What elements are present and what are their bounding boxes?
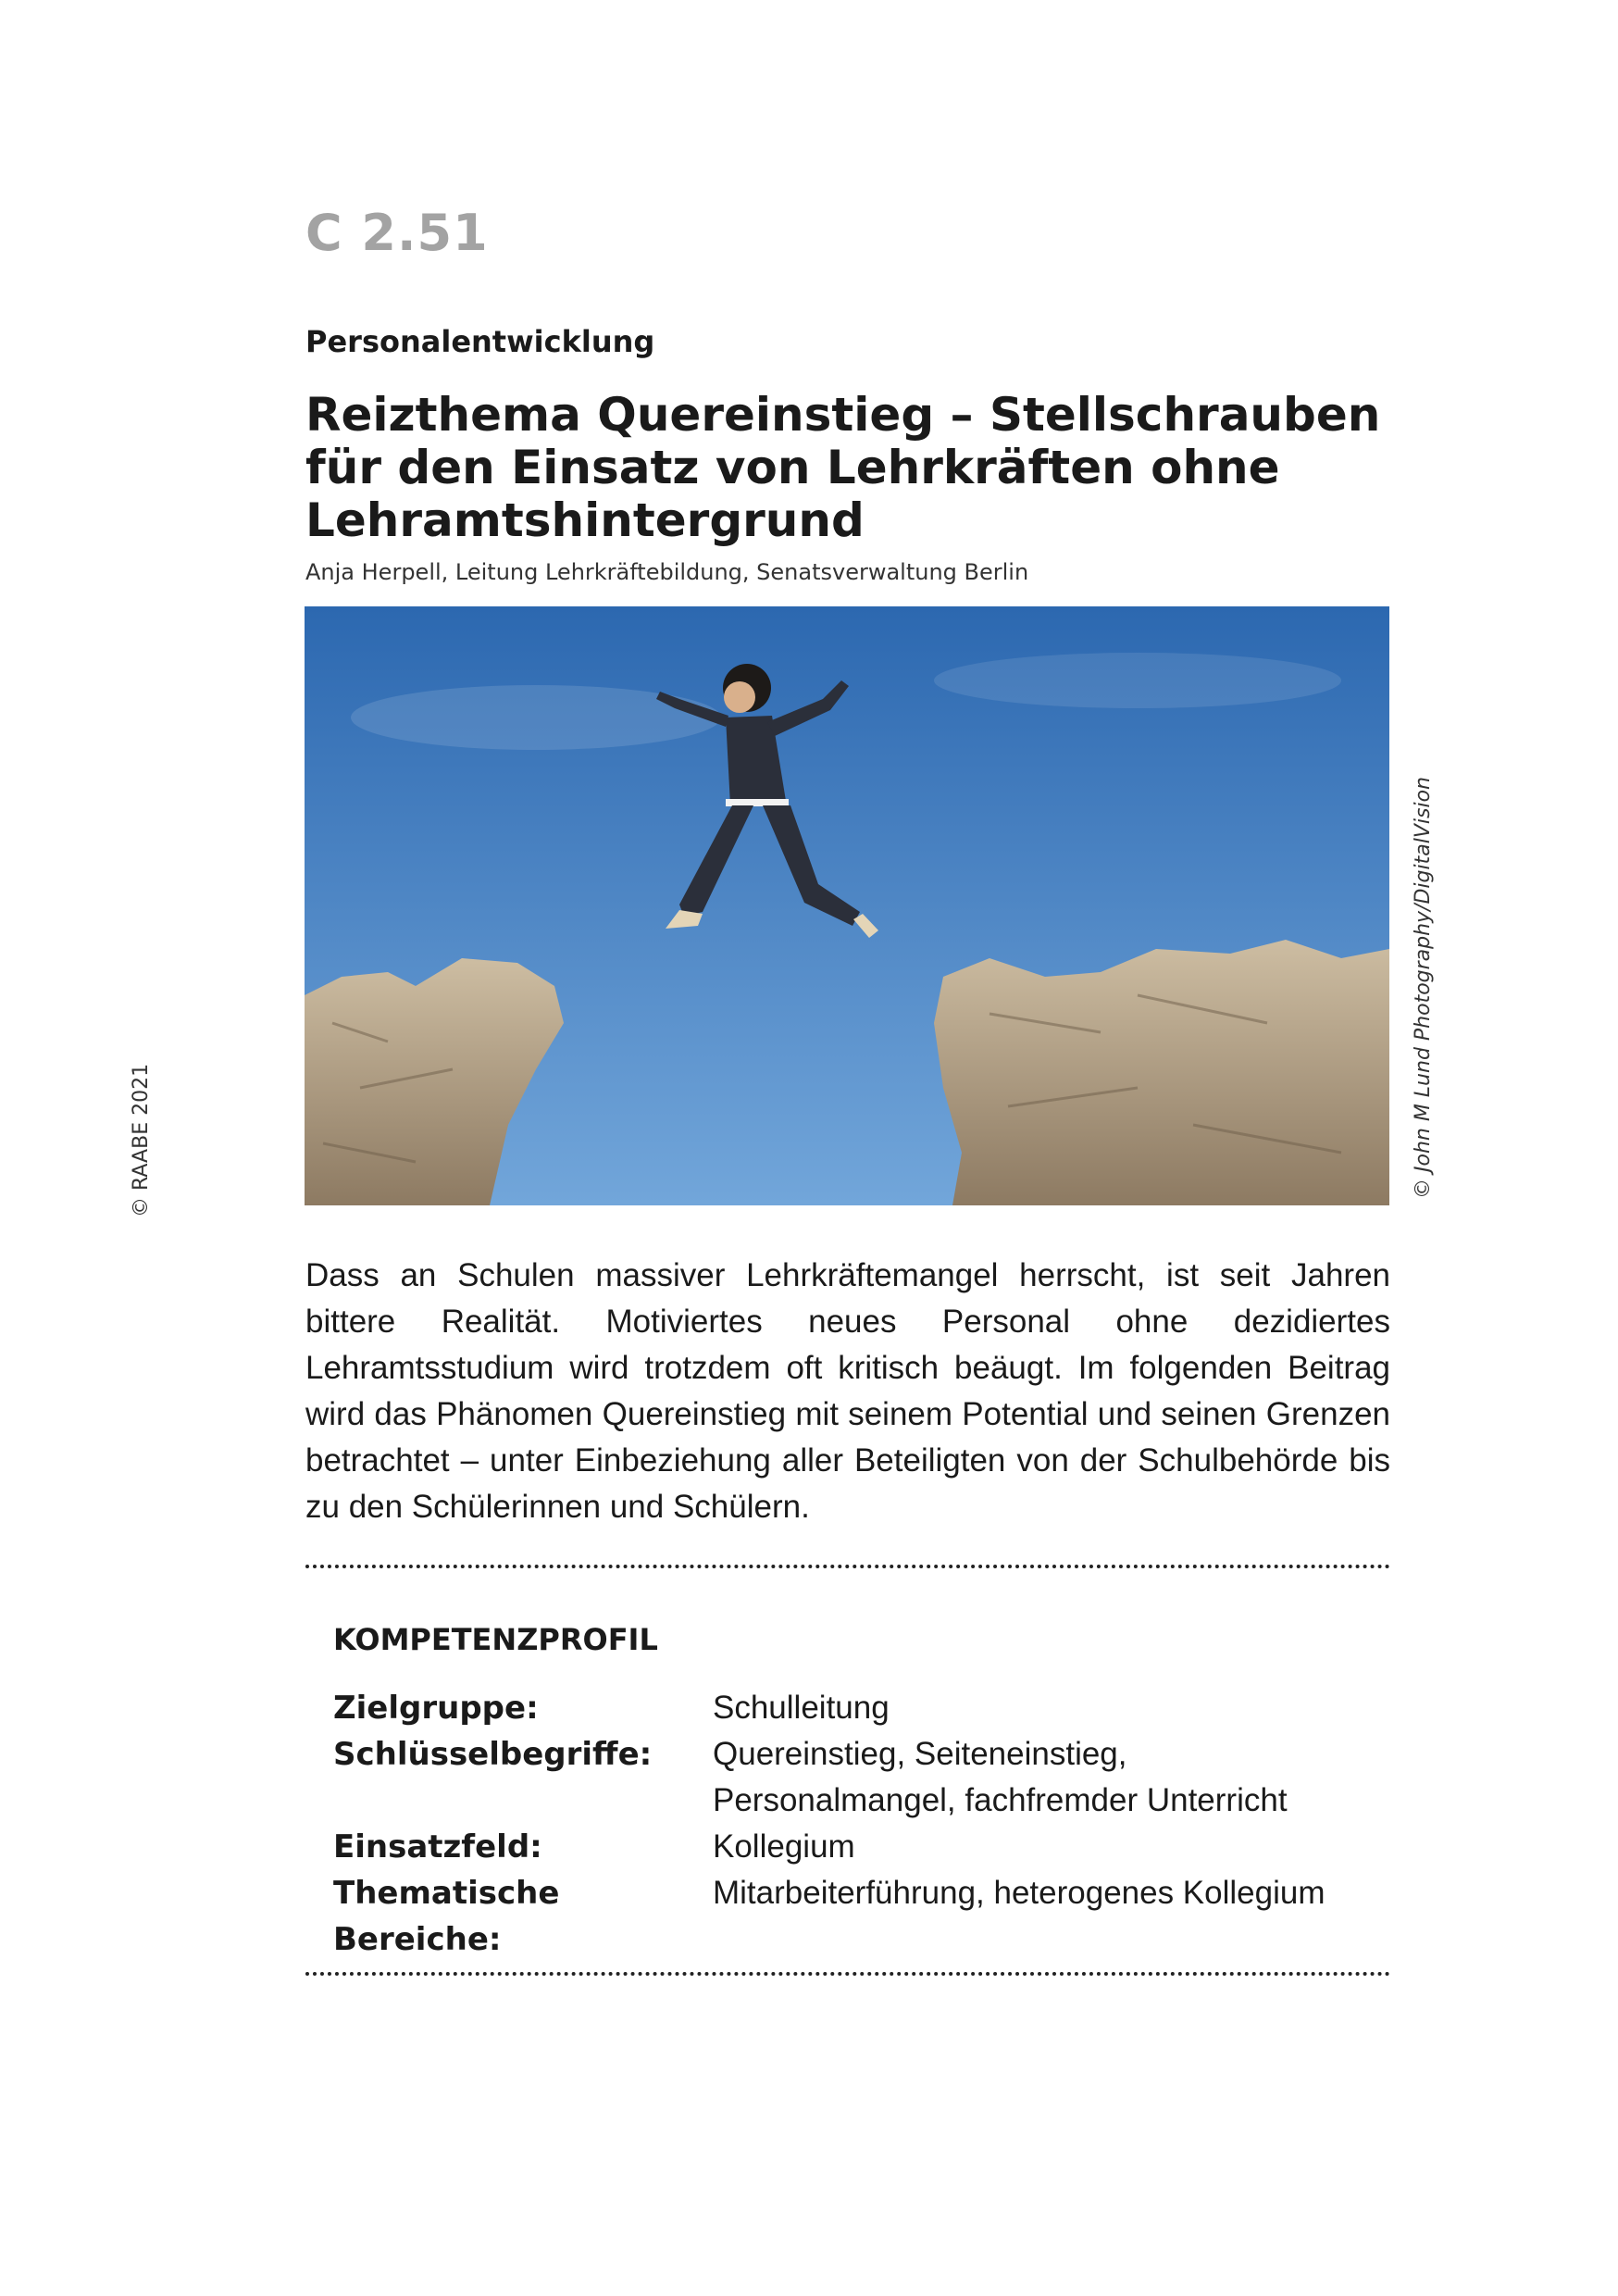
copyright-notice: © RAABE 2021 <box>130 1063 153 1217</box>
profile-label: Einsatzfeld: <box>333 1828 542 1866</box>
competence-profile <box>333 1685 1370 1963</box>
category-label: Personalentwicklung <box>305 324 655 359</box>
profile-label: Thematische Bereiche: <box>333 1875 560 1958</box>
author-line: Anja Herpell, Leitung Lehrkräftebildung, Senatsverwaltung Berlin <box>305 559 1029 585</box>
photo-credit: © John M Lund Photography/DigitalVision <box>1412 777 1435 1199</box>
profile-row-topics <box>333 1870 1370 1963</box>
profile-row-keywords <box>333 1731 1370 1824</box>
dotted-divider-bottom <box>305 1972 1390 1976</box>
dotted-divider-top <box>305 1565 1390 1568</box>
cover-photo <box>305 606 1389 1205</box>
profile-value: Quereinstieg, Seiteneinstieg, Personalmangel, fachfremder Unterricht <box>713 1736 1288 1818</box>
page-title: Reizthema Quereinstieg – Stellschrauben für den Einsatz von Lehrkräften ohne Lehramtshintergrund <box>305 388 1381 547</box>
profile-value: Mitarbeiterführung, heterogenes Kollegium <box>713 1875 1326 1911</box>
profile-row-field <box>333 1824 1370 1870</box>
intro-paragraph: Dass an Schulen massiver Lehrkräftemangel herrscht, ist seit Jahren bittere Realität. Motiviertes neues Personal ohne dezidiertes Lehramtsstudium wird trotzdem oft kritisch beäugt. Im folgenden Beitrag wird das Phänomen Quereinstieg mit seinem Potential und seinen Grenzen betrachtet – unter Einbeziehung aller Beteiligten von der Schulbehörde bis zu den Schülerinnen und Schülern. <box>305 1257 1390 1525</box>
profile-row-target-group <box>333 1685 1370 1731</box>
profile-label: Schlüsselbegriffe: <box>333 1736 653 1773</box>
right-cliff <box>934 940 1389 1205</box>
profile-heading: KOMPETENZPROFIL <box>333 1622 658 1657</box>
profile-value: Schulleitung <box>713 1690 890 1726</box>
profile-label: Zielgruppe: <box>333 1690 539 1727</box>
profile-value: Kollegium <box>713 1828 855 1865</box>
document-code: C 2.51 <box>305 204 489 262</box>
